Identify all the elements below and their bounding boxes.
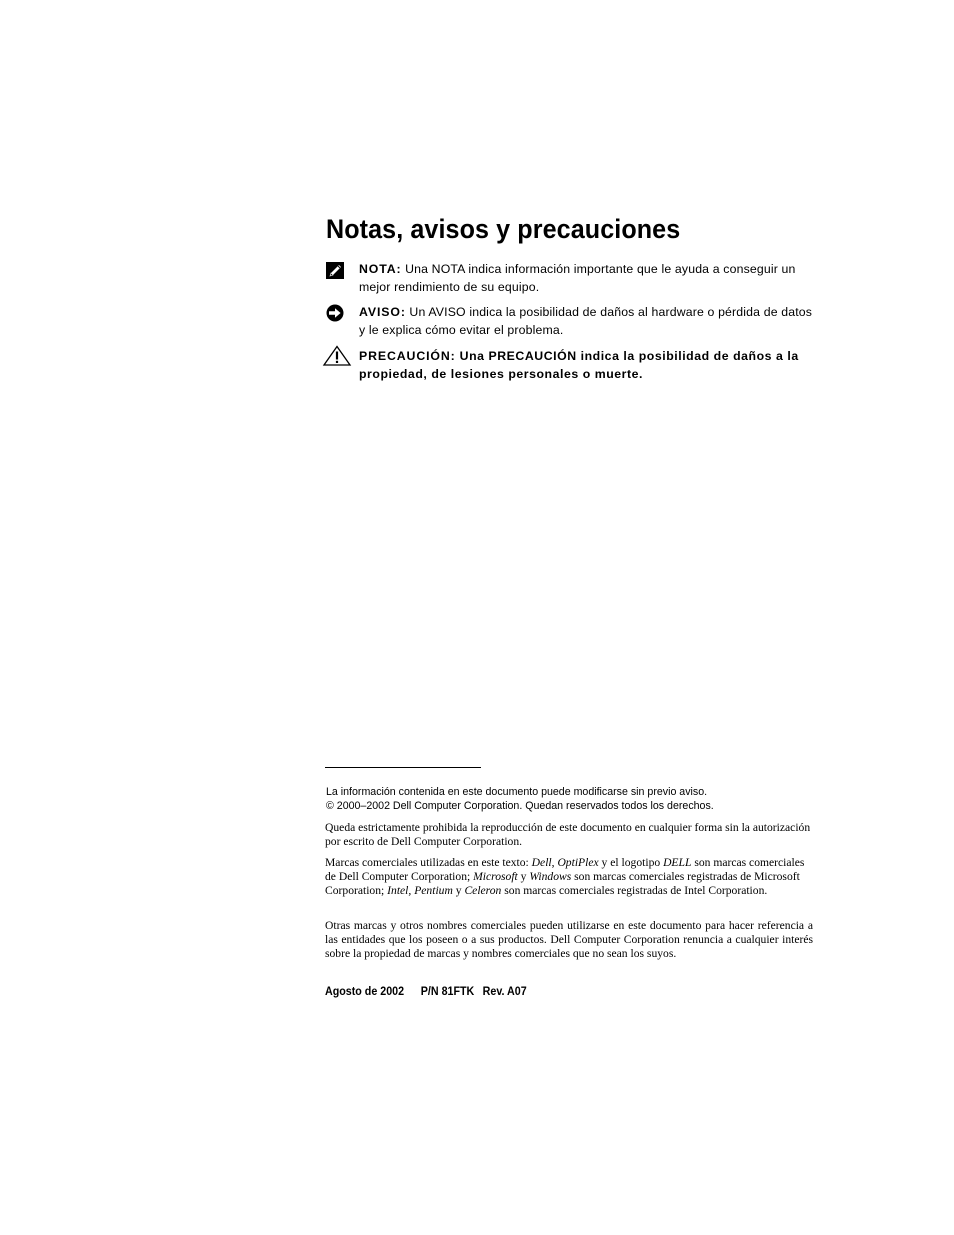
trademarks-text: son marcas comerciales registradas de Microsoft Corporation;	[325, 869, 800, 897]
caution-notice	[324, 348, 816, 383]
trademark-microsoft: Microsoft	[473, 869, 518, 883]
aviso-text: Un AVISO indica la posibilidad de daños al hardware o pérdida de datos y le explica cómo evitar el problema.	[359, 305, 813, 337]
trademark-windows: Windows	[529, 869, 572, 883]
warning-triangle-icon	[324, 348, 350, 370]
footer-date: Agosto de 2002	[325, 986, 405, 998]
trademarks-notice	[325, 856, 813, 897]
footer-part-number: P/N 81FTK	[420, 986, 475, 998]
trademark-dell: Dell	[531, 856, 552, 869]
trademarks-text: y	[517, 869, 530, 883]
note-text: Una NOTA indica información importante que le ayuda a conseguir un mejor rendimiento de su equipo.	[359, 262, 796, 294]
notice-aviso	[324, 304, 816, 339]
trademark-dell-logo: DELL	[663, 856, 692, 869]
aviso-label: AVISO:	[359, 305, 406, 319]
trademarks-text: Marcas comerciales utilizadas en este texto:	[325, 856, 532, 869]
footnote-divider	[325, 767, 481, 768]
pencil-note-icon	[324, 261, 350, 283]
note-label: NOTA:	[359, 262, 402, 276]
caution-text: Una PRECAUCIÓN indica la posibilidad de daños a la propiedad, de lesiones personales o muerte.	[359, 349, 799, 381]
copyright-line: © 2000–2002 Dell Computer Corporation. Quedan reservados todos los derechos.	[326, 800, 714, 812]
trademarks-text: y	[452, 883, 465, 897]
page-title: Notas, avisos y precauciones	[326, 214, 681, 244]
trademarks-text: son marcas comerciales de Dell Computer Corporation;	[325, 856, 805, 883]
note-notice	[324, 261, 816, 296]
other-trademarks-notice: Otras marcas y otros nombres comerciales pueden utilizarse en este documento para hacer referencia a las entidades que los poseen o a sus productos. Dell Computer Corporation renuncia a cualquier interés sobre la propiedad de marcas y nombres comerciales que no sean los suyos.	[325, 919, 813, 960]
trademark-optiplex: OptiPlex	[557, 856, 599, 869]
trademark-intel: Intel, Pentium	[387, 883, 453, 897]
document-footer	[325, 985, 527, 999]
trademarks-text: ,	[551, 856, 558, 869]
trademark-celeron: Celeron	[464, 883, 502, 897]
info-line: La información contenida en este documento puede modificarse sin previo aviso.	[326, 786, 708, 798]
arrow-circle-icon	[324, 304, 350, 326]
footer-revision: Rev. A07	[482, 986, 527, 998]
reproduction-notice: Queda estrictamente prohibida la reproducción de este documento en cualquier forma sin la autorización por escrito de Dell Computer Corporation.	[325, 821, 811, 848]
trademarks-text: y el logotipo	[598, 856, 664, 869]
trademarks-text: son marcas comerciales registradas de Intel Corporation.	[501, 883, 768, 897]
caution-label: PRECAUCIÓN:	[359, 349, 456, 363]
